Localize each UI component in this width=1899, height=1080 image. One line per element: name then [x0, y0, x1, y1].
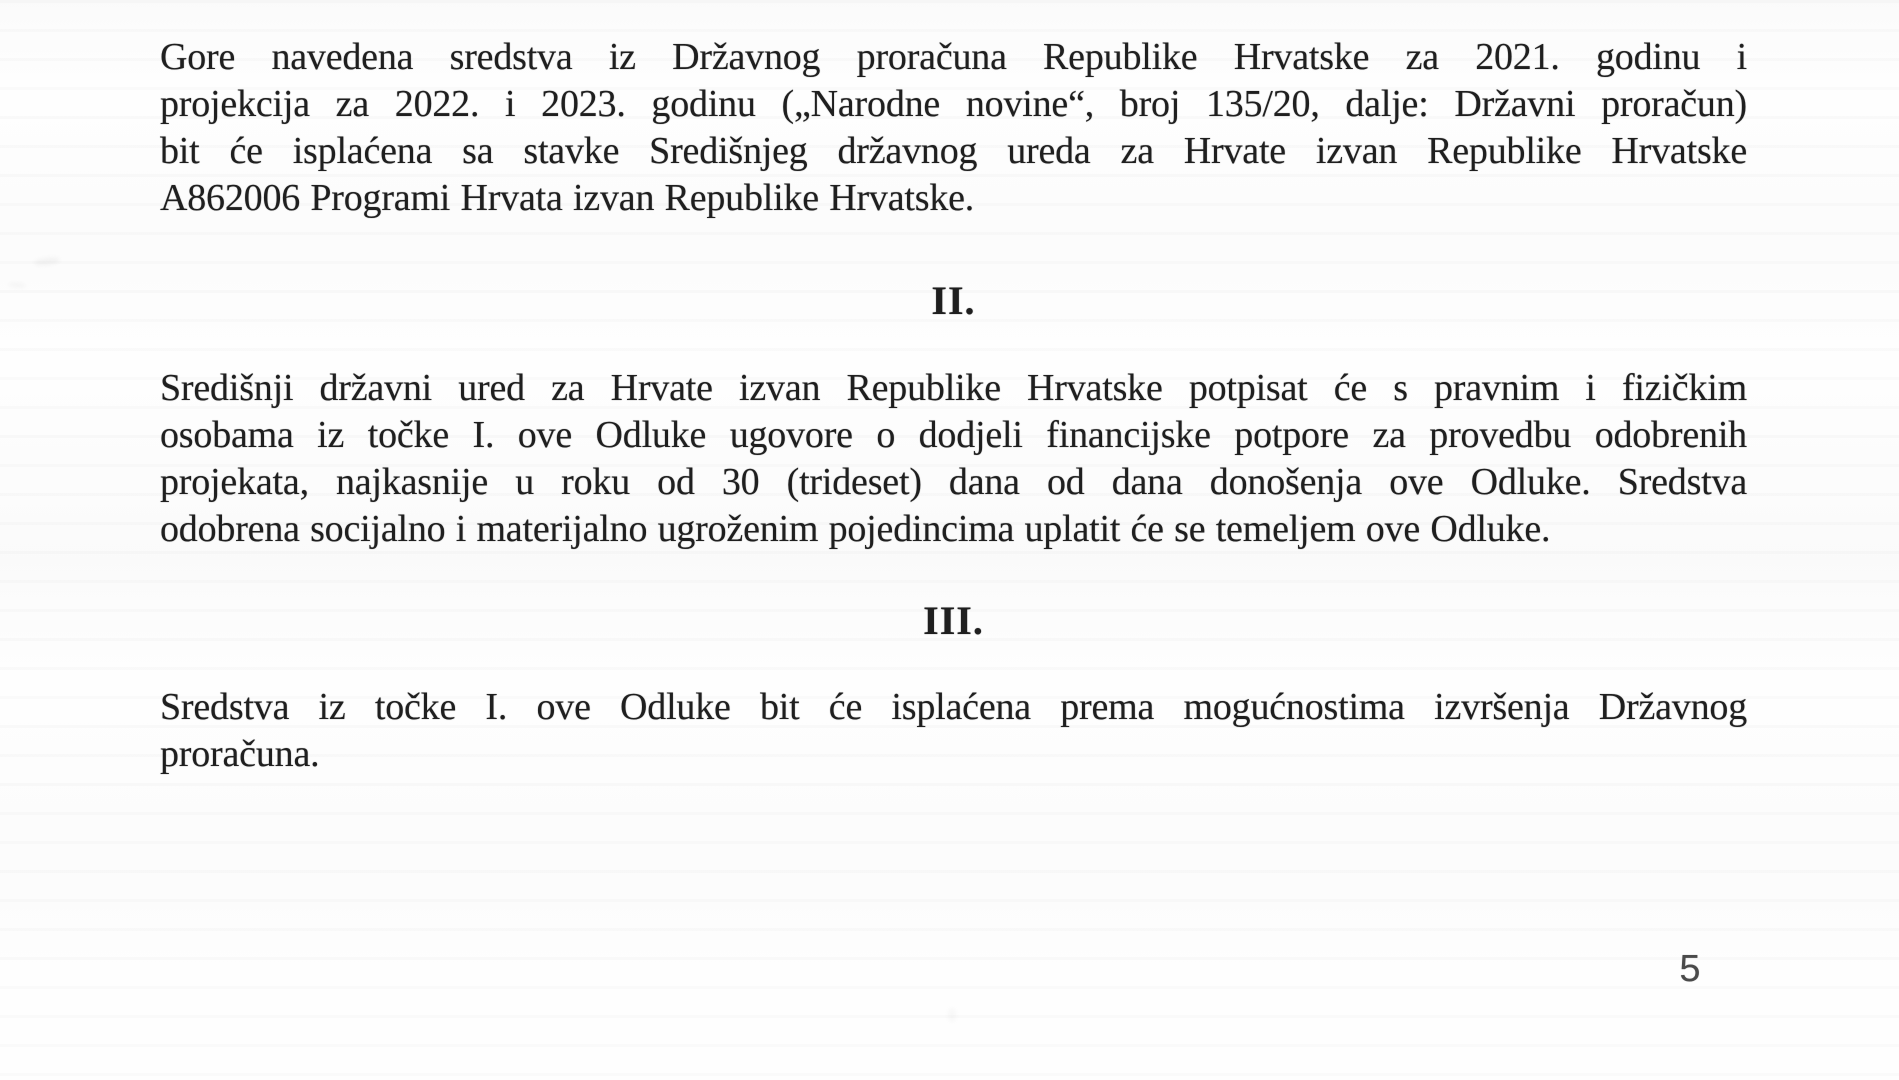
page-number: 5	[1679, 948, 1701, 990]
paragraph-1	[160, 34, 1747, 222]
section-heading-iii: III.	[923, 598, 984, 643]
paragraph-1-line-3: bit će isplaćena sa stavke Središnjeg državnog ureda za Hrvate izvan Republike Hrvatske	[160, 130, 1747, 172]
paragraph-1-line-2: projekcija za 2022. i 2023. godinu („Narodne novine“, broj 135/20, dalje: Državni proračun)	[160, 83, 1747, 125]
paragraph-3	[160, 684, 1747, 778]
paragraph-2-line-1: Središnji državni ured za Hrvate izvan Republike Hrvatske potpisat će s pravnim i fizičkim	[160, 367, 1747, 409]
scan-smudge-artifact	[8, 281, 26, 289]
scan-smudge-artifact	[34, 256, 61, 267]
paragraph-2-line-4: odobrena socijalno i materijalno ugroženim pojedincima uplatit će se temeljem ove Odluke.	[160, 508, 1551, 550]
document-body	[160, 34, 1747, 778]
paragraph-2	[160, 365, 1747, 553]
paragraph-3-line-2: proračuna.	[160, 733, 320, 775]
paragraph-1-line-4: A862006 Programi Hrvata izvan Republike Hrvatske.	[160, 177, 975, 219]
scan-smudge-artifact	[948, 1008, 956, 1022]
paragraph-2-line-2: osobama iz točke I. ove Odluke ugovore o dodjeli financijske potpore za provedbu odobrenih	[160, 414, 1747, 456]
paragraph-2-line-3: projekata, najkasnije u roku od 30 (trideset) dana od dana donošenja ove Odluke. Sredstva	[160, 461, 1747, 503]
section-heading-ii: II.	[931, 278, 976, 323]
paragraph-3-line-1: Sredstva iz točke I. ove Odluke bit će isplaćena prema mogućnostima izvršenja Državnog	[160, 686, 1747, 728]
paragraph-1-line-1: Gore navedena sredstva iz Državnog proračuna Republike Hrvatske za 2021. godinu i	[160, 36, 1747, 78]
